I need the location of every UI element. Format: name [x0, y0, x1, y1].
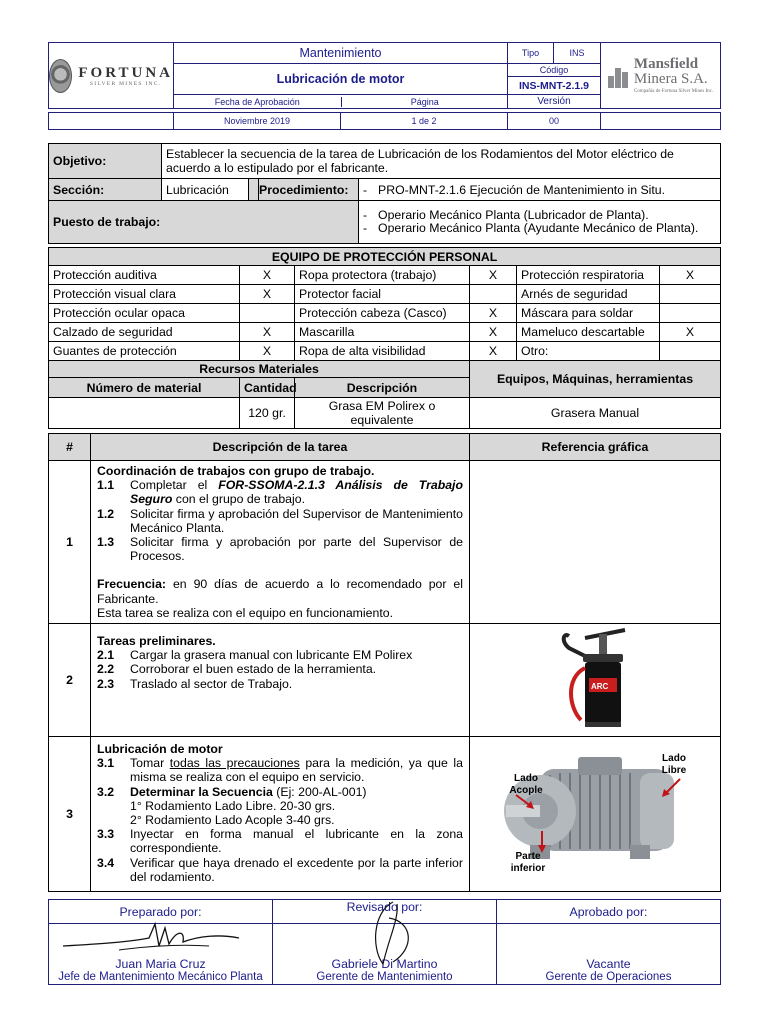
mansfield-logo-line1: Mansfield	[633, 56, 699, 72]
tasks-table	[48, 433, 721, 892]
preparado-role: Jefe de Mantenimiento Mecánico Planta	[49, 971, 273, 985]
task-note: Esta tarea se realiza con el equipo en funcionamiento.	[97, 605, 393, 620]
tipo-value: INS	[554, 43, 601, 64]
epp-item-label: Protección auditiva	[49, 266, 240, 285]
objetivo-text: Establecer la secuencia de la tarea de Lubricación de los Rodamientos del Motor eléctrico de acuerdo a lo estipulado por el fabricante.	[162, 144, 721, 179]
aprobado-name: Vacante	[497, 958, 721, 971]
header-area: Mantenimiento	[174, 43, 508, 64]
epp-row	[49, 304, 721, 323]
grease-gun-brand: ARC	[591, 681, 609, 691]
info-table	[48, 143, 721, 244]
epp-item-mark: X	[240, 266, 295, 285]
epp-item-mark: X	[660, 323, 721, 342]
equipos-title: Equipos, Máquinas, herramientas	[470, 361, 721, 398]
epp-item-label: Otro:	[517, 342, 660, 361]
col-referencia-grafica: Referencia gráfica	[470, 434, 721, 461]
document-header	[48, 42, 721, 109]
col-cantidad: Cantidad	[240, 378, 295, 398]
epp-item-label: Protección visual clara	[49, 285, 240, 304]
col-num: #	[49, 434, 91, 461]
fecha-value: Noviembre 2019	[174, 113, 341, 130]
task-description: Lubricación de motor 3.1 Tomar todas las precauciones para la medición, ya que la misma se realiza con el equipo en servicio. 3.2 Determinar la Secuencia (Ej: 200-AL-001) 1° Rodamiento Lado Libre. 20-30 grs. 2° Rodamiento Lado Acople 3-40 grs. 3.3 Inyectar en forma manual el lubricante en la zona correspondiente. 3.4 Verificar que haya drenado el excedente por la parte inferior del rodamiento.	[91, 737, 470, 892]
recursos-table	[48, 360, 721, 429]
epp-item-mark: X	[470, 304, 517, 323]
task-description: Tareas preliminares. 2.1 Cargar la grasera manual con lubricante EM Polirex 2.2 Corroborar el buen estado de la herramienta. 2.3 Traslado al sector de Trabajo.	[91, 624, 470, 737]
label-lado-acople: Lado Acople	[509, 773, 543, 796]
task-heading: Coordinación de trabajos con grupo de trabajo.	[97, 464, 375, 478]
frecuencia-label: Frecuencia:	[97, 577, 167, 592]
epp-item-label: Ropa de alta visibilidad	[295, 342, 470, 361]
procedimiento-label: Procedimiento:	[259, 179, 359, 201]
recurso-cantidad: 120 gr.	[240, 398, 295, 429]
preparado-label: Preparado por:	[49, 900, 273, 924]
epp-item-mark	[660, 304, 721, 323]
puesto-item: - Operario Mecánico Planta (Lubricador de Planta).	[363, 207, 649, 222]
tipo-label: Tipo	[508, 43, 554, 64]
preparado-signature-image	[59, 920, 259, 954]
revisado-signature-image	[353, 898, 433, 968]
codigo-label: Código	[508, 64, 601, 77]
task-graphic	[470, 737, 721, 892]
epp-grid	[48, 265, 721, 361]
task-description: Coordinación de trabajos con grupo de trabajo. 1.1 Completar el FOR-SSOMA-2.1.3 Análisis de Trabajo Seguro con el grupo de trabajo. 1.2 Solicitar firma y aprobación del Supervisor de Mantenimiento Mecánico Planta. 1.3 Solicitar firma y aprobación por parte del Supervisor de Procesos. Frecuencia: en 90 días de acuerdo a lo recomendado por el Fabricante. Esta tarea se realiza con el equipo en funcionamiento.	[91, 461, 470, 624]
epp-item-mark: X	[470, 266, 517, 285]
label-parte-inferior: Parte inferior	[510, 851, 546, 874]
epp-item-label: Protección respiratoria	[517, 266, 660, 285]
mansfield-logo-line3: Compañía de Fortuna Silver Mines Inc.	[633, 89, 714, 94]
revisado-role: Gerente de Mantenimiento	[273, 971, 497, 985]
epp-item-mark: X	[240, 285, 295, 304]
grease-gun-image	[555, 628, 635, 730]
epp-item-mark	[470, 285, 517, 304]
header-title: Lubricación de motor	[174, 64, 508, 95]
revisado-label: Revisado por:	[273, 900, 497, 924]
revisado-signature-area	[273, 924, 497, 958]
epp-item-mark: X	[240, 323, 295, 342]
epp-item-label: Mameluco descartable	[517, 323, 660, 342]
recursos-title: Recursos Materiales	[49, 361, 470, 378]
header-values-row	[48, 112, 721, 130]
task-row	[49, 737, 721, 892]
puesto-list	[359, 201, 721, 244]
objetivo-label: Objetivo:	[49, 144, 162, 179]
version-value: 00	[508, 113, 601, 130]
epp-table	[48, 247, 721, 266]
epp-item-label: Protector facial	[295, 285, 470, 304]
epp-item-mark	[660, 342, 721, 361]
epp-item-label: Ropa protectora (trabajo)	[295, 266, 470, 285]
mansfield-logo	[601, 43, 721, 109]
codigo-value: INS-MNT-2.1.9	[508, 77, 601, 95]
task-graphic-empty	[470, 461, 721, 624]
epp-item-mark: X	[470, 342, 517, 361]
mansfield-mark-icon	[608, 64, 630, 88]
preparado-name: Juan Maria Cruz	[49, 958, 273, 971]
epp-item-label: Mascarilla	[295, 323, 470, 342]
epp-item-mark	[660, 285, 721, 304]
task-number: 2	[49, 624, 91, 737]
fecha-label: Fecha de Aprobación	[174, 97, 341, 107]
puesto-label: Puesto de trabajo:	[49, 201, 359, 244]
preparado-signature-area	[49, 924, 273, 958]
version-label: Versión	[508, 95, 601, 109]
epp-item-mark	[240, 304, 295, 323]
task-heading: Lubricación de motor	[97, 742, 223, 756]
epp-item-label: Protección ocular opaca	[49, 304, 240, 323]
procedimiento-value: - PRO-MNT-2.1.6 Ejecución de Mantenimiento in Situ.	[359, 179, 721, 201]
aprobado-label: Aprobado por:	[497, 900, 721, 924]
epp-row	[49, 342, 721, 361]
fortuna-emblem-icon	[49, 59, 72, 93]
fecha-pagina-labels	[174, 97, 508, 107]
task-number: 3	[49, 737, 91, 892]
fortuna-logo-name: FORTUNA	[78, 64, 173, 81]
col-numero-material: Número de material	[49, 378, 240, 398]
seccion-value: Lubricación	[162, 179, 249, 201]
col-descripcion-tarea: Descripción de la tarea	[91, 434, 470, 461]
revisado-name: Gabriele Di Martino	[273, 958, 497, 971]
epp-item-mark: X	[660, 266, 721, 285]
recurso-equipo: Grasera Manual	[470, 398, 721, 429]
epp-item-label: Arnés de seguridad	[517, 285, 660, 304]
epp-item-label: Máscara para soldar	[517, 304, 660, 323]
epp-row	[49, 323, 721, 342]
epp-item-mark: X	[470, 323, 517, 342]
fortuna-logo	[49, 43, 174, 109]
pagina-value: 1 de 2	[341, 113, 508, 130]
task-graphic	[470, 624, 721, 737]
epp-row	[49, 266, 721, 285]
recurso-descripcion: Grasa EM Polirex o equivalente	[295, 398, 470, 429]
frecuencia-text: en 90 días de acuerdo a lo recomendado por el Fabricante.	[97, 577, 463, 606]
epp-item-label: Protección cabeza (Casco)	[295, 304, 470, 323]
aprobado-role: Gerente de Operaciones	[497, 971, 721, 985]
puesto-item: - Operario Mecánico Planta (Ayudante Mecánico de Planta).	[363, 221, 699, 235]
epp-row	[49, 285, 721, 304]
task-heading: Tareas preliminares.	[97, 634, 216, 648]
signatures-table	[48, 899, 721, 985]
seccion-label: Sección:	[49, 179, 162, 201]
epp-item-mark: X	[240, 342, 295, 361]
pagina-label: Página	[410, 96, 439, 107]
col-descripcion: Descripción	[295, 378, 470, 398]
label-lado-libre: Lado Libre	[661, 753, 687, 776]
fortuna-logo-sub: SILVER MINES INC.	[89, 80, 162, 87]
task-row	[49, 461, 721, 624]
task-row	[49, 624, 721, 737]
epp-item-label: Calzado de seguridad	[49, 323, 240, 342]
epp-item-label: Guantes de protección	[49, 342, 240, 361]
epp-title: EQUIPO DE PROTECCIÓN PERSONAL	[49, 248, 721, 266]
recurso-numero	[49, 398, 240, 429]
mansfield-logo-line2: Minera S.A.	[633, 71, 708, 87]
task-number: 1	[49, 461, 91, 624]
